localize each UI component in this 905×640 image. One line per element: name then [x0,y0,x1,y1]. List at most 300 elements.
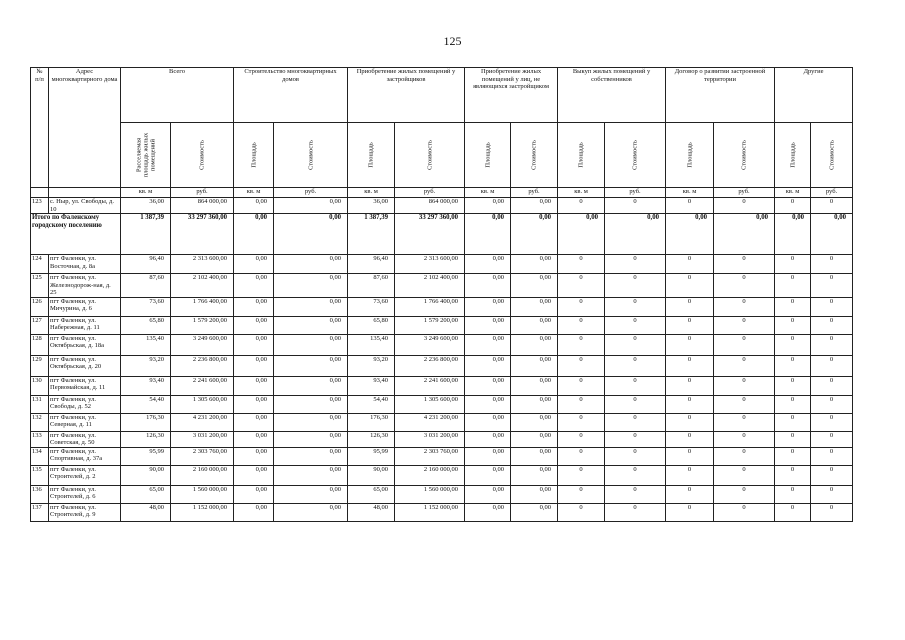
cell-area: 0 [666,274,714,298]
cell-row-number: 128 [31,334,49,355]
cell-cost: 0,00 [511,214,558,255]
cell-cost: 0,00 [511,503,558,521]
cell-cost: 0,00 [274,274,348,298]
cell-area: 0,00 [465,447,511,465]
cell-area: 0 [775,316,811,334]
unit-cost: руб. [714,188,775,198]
unit-cost: руб. [395,188,465,198]
cell-cost: 0 [605,198,666,214]
cell-area: 0 [775,447,811,465]
cell-cost: 0 [605,355,666,376]
cell-cost: 0 [811,413,853,431]
table-row [31,447,853,465]
cell-cost: 864 000,00 [395,198,465,214]
cell-area: 0,00 [234,395,274,413]
cell-cost: 864 000,00 [171,198,234,214]
table-row [31,503,853,521]
unit-area: кв. м [558,188,605,198]
cell-area: 0,00 [465,316,511,334]
cell-area: 0 [775,431,811,447]
cell-cost: 0,00 [274,198,348,214]
table-row [31,274,853,298]
cell-cost: 0,00 [511,395,558,413]
cell-area: 95,99 [121,447,171,465]
cell-cost: 0 [605,334,666,355]
cell-area: 0 [775,376,811,395]
cell-area: 0 [775,255,811,274]
table-row [31,465,853,485]
cell-cost: 0 [811,431,853,447]
cell-area: 93,40 [348,376,395,395]
cell-area: 0,00 [234,413,274,431]
cell-area: 0,00 [234,431,274,447]
cell-cost: 0,00 [274,214,348,255]
cell-cost: 0 [714,485,775,503]
cell-address: пгт Фаленки, ул. Октябрьская, д. 18а [49,334,121,355]
cell-cost: 0 [811,485,853,503]
cell-cost: 0,00 [811,214,853,255]
subheader-cost: Стоимость [714,123,775,188]
cell-cost: 0,00 [274,297,348,316]
cell-area: 0 [666,355,714,376]
cell-cost: 3 031 200,00 [171,431,234,447]
resettlement-table [30,67,853,522]
cell-cost: 0 [811,198,853,214]
cell-cost: 0 [714,198,775,214]
cell-area: 135,40 [348,334,395,355]
cell-cost: 0 [811,355,853,376]
cell-cost: 0,00 [274,485,348,503]
cell-row-number: 136 [31,485,49,503]
cell-area: 0,00 [465,465,511,485]
cell-cost: 3 249 600,00 [395,334,465,355]
cell-cost: 0 [714,316,775,334]
cell-area: 0 [558,198,605,214]
table-row [31,297,853,316]
cell-area: 0 [558,503,605,521]
cell-area: 0 [666,447,714,465]
cell-cost: 0 [714,395,775,413]
cell-cost: 0 [714,447,775,465]
cell-area: 0 [558,274,605,298]
header-row-subcolumns [31,123,853,188]
header-group-total: Всего [121,68,234,123]
cell-cost: 0,00 [274,413,348,431]
cell-cost: 2 241 600,00 [395,376,465,395]
cell-address: пгт Фаленки, ул. Набережная, д. 11 [49,316,121,334]
cell-cost: 0 [714,334,775,355]
cell-area: 0,00 [234,316,274,334]
unit-area: кв. м [121,188,171,198]
cell-cost: 0 [714,297,775,316]
cell-address: пгт Фаленки, ул. Строителей, д. 2 [49,465,121,485]
cell-area: 36,00 [121,198,171,214]
cell-cost: 0 [811,255,853,274]
cell-row-number: 127 [31,316,49,334]
cell-area: 135,40 [121,334,171,355]
cell-cost: 0,00 [511,255,558,274]
subheader-cost: Стоимость [811,123,853,188]
cell-area: 0,00 [465,395,511,413]
cell-cost: 33 297 360,00 [395,214,465,255]
cell-cost: 0,00 [274,431,348,447]
cell-area: 0 [666,395,714,413]
cell-cost: 3 249 600,00 [171,334,234,355]
subheader-cost: Стоимость [605,123,666,188]
cell-cost: 0,00 [511,376,558,395]
header-address: Адрес многоквартирного дома [49,68,121,188]
cell-cost: 0,00 [274,316,348,334]
cell-cost: 0 [605,316,666,334]
cell-cost: 1 560 000,00 [395,485,465,503]
unit-cost: руб. [171,188,234,198]
cell-cost: 1 766 400,00 [171,297,234,316]
cell-area: 0 [558,334,605,355]
cell-area: 0,00 [666,214,714,255]
cell-row-number: 133 [31,431,49,447]
unit-area: кв. м [348,188,395,198]
cell-cost: 0 [605,395,666,413]
cell-area: 36,00 [348,198,395,214]
cell-cost: 2 241 600,00 [171,376,234,395]
cell-area: 0,00 [465,431,511,447]
cell-cost: 0 [605,274,666,298]
cell-area: 0 [775,395,811,413]
cell-area: 0,00 [558,214,605,255]
cell-cost: 1 305 600,00 [395,395,465,413]
cell-cost: 0 [811,395,853,413]
cell-cost: 4 231 200,00 [395,413,465,431]
subheader-area: Площадь [348,123,395,188]
header-row-groups [31,68,853,123]
cell-cost: 0 [811,376,853,395]
cell-cost: 0,00 [511,355,558,376]
cell-cost: 4 231 200,00 [171,413,234,431]
cell-area: 0,00 [234,376,274,395]
cell-area: 65,80 [348,316,395,334]
cell-area: 0,00 [465,413,511,431]
cell-area: 54,40 [348,395,395,413]
cell-cost: 2 303 760,00 [171,447,234,465]
cell-area: 0,00 [234,274,274,298]
cell-cost: 0 [714,355,775,376]
cell-total-label: Итого по Фаленскому городскому поселению [31,214,121,255]
cell-cost: 1 305 600,00 [171,395,234,413]
cell-row-number: 130 [31,376,49,395]
cell-row-number: 135 [31,465,49,485]
header-no: № п/п [31,68,49,188]
cell-cost: 0,00 [511,316,558,334]
unit-area: кв. м [775,188,811,198]
cell-cost: 1 766 400,00 [395,297,465,316]
cell-cost: 0,00 [274,355,348,376]
cell-cost: 2 160 000,00 [395,465,465,485]
cell-area: 0 [666,297,714,316]
cell-area: 0,00 [465,355,511,376]
cell-area: 0 [775,198,811,214]
unit-cost: руб. [274,188,348,198]
unit-blank [49,188,121,198]
cell-area: 0 [666,255,714,274]
cell-cost: 0 [714,431,775,447]
cell-cost: 0 [811,447,853,465]
cell-area: 0,00 [465,198,511,214]
cell-address: пгт Фаленки, ул. Строителей, д. 9 [49,503,121,521]
cell-area: 93,40 [121,376,171,395]
cell-address: пгт Фаленки, ул. Октябрьская, д. 20 [49,355,121,376]
subheader-cost: Стоимость [395,123,465,188]
cell-area: 0 [558,316,605,334]
cell-area: 126,30 [348,431,395,447]
cell-area: 0,00 [465,503,511,521]
cell-cost: 0 [811,274,853,298]
cell-cost: 0,00 [274,395,348,413]
unit-area: кв. м [465,188,511,198]
cell-area: 0,00 [234,297,274,316]
cell-cost: 0,00 [511,274,558,298]
cell-row-number: 124 [31,255,49,274]
cell-area: 73,60 [348,297,395,316]
unit-cost: руб. [605,188,666,198]
cell-area: 0 [775,297,811,316]
cell-area: 0,00 [234,214,274,255]
unit-cost: руб. [811,188,853,198]
cell-area: 0 [666,316,714,334]
cell-cost: 0 [605,503,666,521]
cell-cost: 0,00 [511,465,558,485]
cell-area: 0 [558,297,605,316]
table-row [31,395,853,413]
cell-area: 0,00 [465,334,511,355]
cell-cost: 0,00 [274,503,348,521]
header-group-other: Другие [775,68,853,123]
cell-cost: 0 [811,503,853,521]
cell-cost: 0 [605,297,666,316]
table-row-total [31,214,853,255]
unit-blank [31,188,49,198]
cell-address: пгт Фаленки, ул. Советская, д. 50 [49,431,121,447]
subheader-cost: Стоимость [274,123,348,188]
cell-area: 0,00 [465,297,511,316]
cell-area: 0 [558,355,605,376]
cell-cost: 0 [605,447,666,465]
subheader-area: Площадь [775,123,811,188]
cell-cost: 0,00 [511,447,558,465]
subheader-area-total: Расселяемая площадь жилых помещений [121,123,171,188]
cell-area: 48,00 [348,503,395,521]
cell-area: 0,00 [234,198,274,214]
cell-cost: 0 [605,465,666,485]
cell-area: 0,00 [234,503,274,521]
cell-address: пгт Фаленки, ул. Северная, д. 11 [49,413,121,431]
cell-area: 0,00 [234,465,274,485]
cell-cost: 1 579 200,00 [171,316,234,334]
cell-cost: 0,00 [511,198,558,214]
cell-area: 54,40 [121,395,171,413]
cell-address: пгт Фаленки, ул. Строителей, д. 6 [49,485,121,503]
cell-cost: 0 [811,316,853,334]
cell-area: 48,00 [121,503,171,521]
cell-area: 0 [775,465,811,485]
cell-cost: 0,00 [511,413,558,431]
cell-area: 0,00 [234,255,274,274]
cell-cost: 2 303 760,00 [395,447,465,465]
cell-cost: 1 152 000,00 [171,503,234,521]
cell-area: 0 [775,355,811,376]
cell-area: 0 [666,503,714,521]
cell-cost: 0 [605,485,666,503]
cell-cost: 0 [605,376,666,395]
table-row [31,485,853,503]
cell-cost: 2 236 800,00 [171,355,234,376]
unit-area: кв. м [234,188,274,198]
cell-area: 0 [558,395,605,413]
subheader-area: Площадь [234,123,274,188]
cell-area: 0 [666,431,714,447]
subheader-area: Площадь [465,123,511,188]
cell-area: 0,00 [465,376,511,395]
header-group-development-contract: Договор о развитии застроенной территории [666,68,775,123]
subheader-cost: Стоимость [171,123,234,188]
cell-address: пгт Фаленки, ул. Железнодорож-ная, д. 25 [49,274,121,298]
cell-area: 90,00 [348,465,395,485]
header-group-construction: Строительство многоквартирных домов [234,68,348,123]
cell-area: 0 [558,376,605,395]
cell-cost: 0,00 [511,485,558,503]
cell-area: 0,00 [775,214,811,255]
cell-cost: 0 [811,334,853,355]
cell-area: 0 [666,465,714,485]
cell-area: 0 [775,485,811,503]
cell-area: 65,00 [348,485,395,503]
cell-cost: 0 [605,431,666,447]
table-row [31,255,853,274]
cell-area: 0,00 [234,334,274,355]
table-row [31,431,853,447]
cell-row-number: 132 [31,413,49,431]
cell-area: 0 [775,274,811,298]
cell-cost: 0 [605,413,666,431]
cell-cost: 0,00 [274,447,348,465]
cell-row-number: 125 [31,274,49,298]
cell-address: пгт Фаленки, ул. Восточная, д. 8а [49,255,121,274]
cell-cost: 0 [811,465,853,485]
subheader-area: Площадь [666,123,714,188]
cell-cost: 0,00 [274,255,348,274]
table-row [31,198,853,214]
cell-cost: 0 [605,255,666,274]
subheader-cost: Стоимость [511,123,558,188]
cell-area: 0,00 [234,447,274,465]
subheader-area: Площадь [558,123,605,188]
cell-cost: 0,00 [511,297,558,316]
cell-cost: 1 152 000,00 [395,503,465,521]
cell-cost: 0,00 [511,334,558,355]
cell-area: 0,00 [465,485,511,503]
cell-address: пгт Фаленки, ул. Свободы, д. 52 [49,395,121,413]
table-body [31,198,853,522]
cell-row-number: 134 [31,447,49,465]
cell-area: 0 [775,413,811,431]
cell-cost: 33 297 360,00 [171,214,234,255]
cell-cost: 0,00 [274,465,348,485]
cell-row-number: 131 [31,395,49,413]
cell-area: 1 387,39 [121,214,171,255]
cell-cost: 2 102 400,00 [395,274,465,298]
cell-area: 0 [558,465,605,485]
header-group-buyout: Выкуп жилых помещений у собственников [558,68,666,123]
cell-cost: 2 102 400,00 [171,274,234,298]
cell-area: 0 [558,413,605,431]
cell-area: 126,30 [121,431,171,447]
cell-area: 0 [775,334,811,355]
cell-area: 0 [558,447,605,465]
cell-area: 0 [666,198,714,214]
cell-area: 0,00 [465,274,511,298]
cell-area: 93,20 [348,355,395,376]
cell-area: 0 [775,503,811,521]
cell-area: 176,30 [121,413,171,431]
cell-area: 87,60 [121,274,171,298]
cell-cost: 0 [714,376,775,395]
page-number: 125 [443,34,462,48]
cell-cost: 1 560 000,00 [171,485,234,503]
cell-area: 176,30 [348,413,395,431]
cell-row-number: 126 [31,297,49,316]
table-row [31,334,853,355]
cell-area: 90,00 [121,465,171,485]
cell-area: 93,20 [121,355,171,376]
cell-row-number: 129 [31,355,49,376]
cell-area: 0,00 [234,355,274,376]
header-row-units [31,188,853,198]
table-row [31,413,853,431]
cell-cost: 2 160 000,00 [171,465,234,485]
cell-address: пгт Фаленки, ул. Мичурина, д. 6 [49,297,121,316]
cell-area: 0 [558,255,605,274]
cell-area: 96,40 [121,255,171,274]
cell-area: 0 [666,376,714,395]
cell-area: 96,40 [348,255,395,274]
cell-area: 1 387,39 [348,214,395,255]
cell-address: пгт Фаленки, ул. Первомайская, д. 11 [49,376,121,395]
unit-cost: руб. [511,188,558,198]
header-group-purchase-developers: Приобретение жилых помещений у застройщиков [348,68,465,123]
cell-cost: 0,00 [714,214,775,255]
cell-area: 0 [558,431,605,447]
cell-cost: 0 [714,465,775,485]
cell-area: 73,60 [121,297,171,316]
cell-area: 65,00 [121,485,171,503]
cell-area: 0,00 [465,214,511,255]
cell-cost: 0 [714,274,775,298]
cell-address: с. Ныр, ул. Свободы, д. 10 [49,198,121,214]
cell-cost: 1 579 200,00 [395,316,465,334]
cell-area: 0 [666,413,714,431]
cell-address: пгт Фаленки, ул. Спортивная, д. 37а [49,447,121,465]
cell-area: 0 [666,334,714,355]
cell-area: 95,99 [348,447,395,465]
cell-cost: 0 [714,255,775,274]
cell-cost: 0 [714,503,775,521]
cell-row-number: 123 [31,198,49,214]
cell-cost: 0,00 [511,431,558,447]
cell-cost: 2 313 600,00 [171,255,234,274]
table-row [31,355,853,376]
table-row [31,316,853,334]
cell-cost: 0,00 [274,334,348,355]
table-row [31,376,853,395]
